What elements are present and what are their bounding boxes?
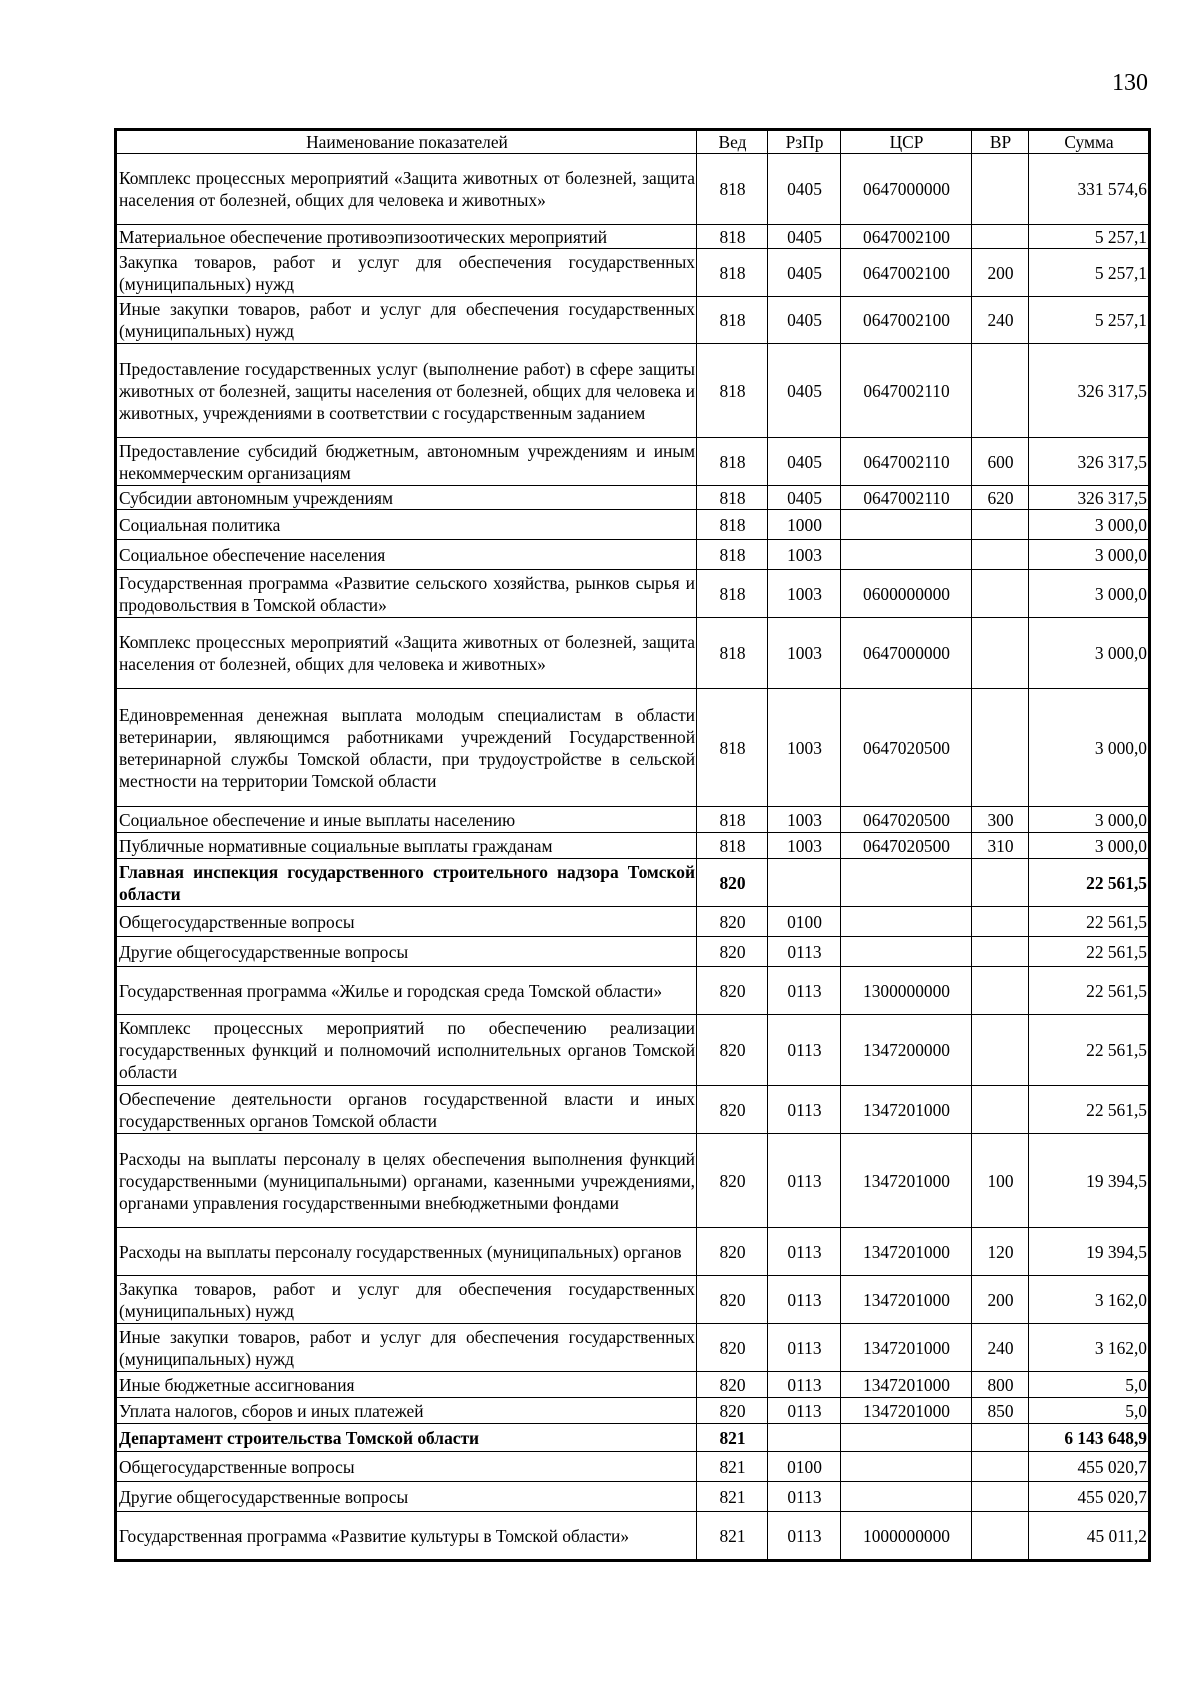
cell-name: Социальное обеспечение населения [117,540,697,570]
table-row [117,1398,1149,1424]
cell-sum: 3 162,0 [1029,1276,1149,1324]
cell-vr: 310 [972,833,1029,859]
table-row [117,1134,1149,1228]
cell-csr: 0647020500 [841,807,972,833]
cell-rzpr: 0113 [768,1015,841,1086]
cell-name: Материальное обеспечение противоэпизоотических мероприятий [117,225,697,249]
cell-name: Субсидии автономным учреждениям [117,486,697,510]
cell-vr [972,510,1029,540]
cell-rzpr: 0113 [768,1276,841,1324]
cell-csr: 0647020500 [841,689,972,807]
header-rzpr: РзПр [768,131,841,154]
cell-csr: 0647002110 [841,438,972,486]
cell-csr: 0647000000 [841,154,972,225]
cell-rzpr: 1003 [768,833,841,859]
cell-name: Комплекс процессных мероприятий «Защита животных от болезней, защита населения от болезней, общих для человека и животных» [117,618,697,689]
cell-vr [972,154,1029,225]
cell-ved: 821 [697,1482,768,1512]
cell-vr: 850 [972,1398,1029,1424]
cell-ved: 821 [697,1424,768,1452]
cell-name: Другие общегосударственные вопросы [117,1482,697,1512]
table-row [117,1512,1149,1560]
cell-ved: 820 [697,907,768,937]
cell-sum: 19 394,5 [1029,1134,1149,1228]
cell-ved: 820 [697,1276,768,1324]
table-row [117,344,1149,438]
cell-vr: 200 [972,249,1029,297]
cell-vr [972,967,1029,1015]
cell-vr [972,540,1029,570]
cell-rzpr [768,1424,841,1452]
cell-ved: 820 [697,859,768,907]
cell-sum: 5,0 [1029,1398,1149,1424]
table-row [117,438,1149,486]
cell-ved: 818 [697,225,768,249]
cell-name: Социальная политика [117,510,697,540]
cell-csr: 0647002100 [841,225,972,249]
cell-vr [972,1424,1029,1452]
cell-sum: 455 020,7 [1029,1482,1149,1512]
cell-rzpr: 0405 [768,225,841,249]
cell-name: Расходы на выплаты персоналу государственных (муниципальных) органов [117,1228,697,1276]
cell-name: Государственная программа «Развитие культуры в Томской области» [117,1512,697,1560]
cell-vr [972,907,1029,937]
cell-vr [972,570,1029,618]
cell-csr [841,907,972,937]
cell-ved: 818 [697,297,768,344]
cell-name: Государственная программа «Развитие сельского хозяйства, рынков сырья и продовольствия в Томской области» [117,570,697,618]
cell-name: Социальное обеспечение и иные выплаты населению [117,807,697,833]
cell-csr: 0647002110 [841,486,972,510]
table-row [117,540,1149,570]
cell-csr: 1347201000 [841,1324,972,1372]
cell-vr: 620 [972,486,1029,510]
cell-name: Иные бюджетные ассигнования [117,1372,697,1398]
cell-ved: 821 [697,1452,768,1482]
table-body [117,154,1149,1560]
cell-csr [841,540,972,570]
cell-ved: 818 [697,249,768,297]
table-row [117,689,1149,807]
table-header-row [117,131,1149,154]
cell-rzpr: 0113 [768,1324,841,1372]
table-row [117,510,1149,540]
cell-csr: 1000000000 [841,1512,972,1560]
cell-vr [972,859,1029,907]
cell-vr: 240 [972,1324,1029,1372]
cell-vr: 200 [972,1276,1029,1324]
cell-ved: 820 [697,937,768,967]
cell-rzpr: 0113 [768,937,841,967]
cell-csr: 1300000000 [841,967,972,1015]
table-row [117,1424,1149,1452]
cell-sum: 5 257,1 [1029,225,1149,249]
cell-sum: 326 317,5 [1029,344,1149,438]
cell-sum: 22 561,5 [1029,967,1149,1015]
cell-ved: 820 [697,1134,768,1228]
cell-csr [841,510,972,540]
cell-csr: 0647020500 [841,833,972,859]
table-row [117,154,1149,225]
table-row [117,1452,1149,1482]
cell-ved: 818 [697,486,768,510]
cell-sum: 5 257,1 [1029,297,1149,344]
cell-csr: 0647000000 [841,618,972,689]
cell-ved: 818 [697,438,768,486]
cell-name: Расходы на выплаты персоналу в целях обеспечения выполнения функций государственными (муниципальными) органами, казенными учреждениями, органами управления государственными внебюджетными фондами [117,1134,697,1228]
cell-name: Иные закупки товаров, работ и услуг для обеспечения государственных (муниципальных) нужд [117,1324,697,1372]
cell-rzpr: 0113 [768,1372,841,1398]
cell-csr: 1347200000 [841,1015,972,1086]
cell-ved: 820 [697,1015,768,1086]
cell-sum: 22 561,5 [1029,1086,1149,1134]
header-csr: ЦСР [841,131,972,154]
cell-rzpr: 0405 [768,154,841,225]
cell-name: Государственная программа «Жилье и городская среда Томской области» [117,967,697,1015]
cell-csr [841,1482,972,1512]
cell-name: Департамент строительства Томской области [117,1424,697,1452]
cell-csr: 0600000000 [841,570,972,618]
cell-csr: 1347201000 [841,1372,972,1398]
table-row [117,833,1149,859]
cell-name: Комплекс процессных мероприятий «Защита животных от болезней, защита населения от болезней, общих для человека и животных» [117,154,697,225]
header-name: Наименование показателей [117,131,697,154]
cell-sum: 22 561,5 [1029,1015,1149,1086]
cell-rzpr: 0113 [768,967,841,1015]
cell-name: Обеспечение деятельности органов государственной власти и иных государственных органов Томской области [117,1086,697,1134]
table-row [117,618,1149,689]
table-row [117,1086,1149,1134]
cell-ved: 818 [697,570,768,618]
table-row [117,859,1149,907]
cell-ved: 820 [697,967,768,1015]
cell-sum: 45 011,2 [1029,1512,1149,1560]
cell-sum: 19 394,5 [1029,1228,1149,1276]
cell-rzpr: 0113 [768,1398,841,1424]
cell-vr [972,1482,1029,1512]
cell-name: Закупка товаров, работ и услуг для обеспечения государственных (муниципальных) нужд [117,1276,697,1324]
cell-name: Общегосударственные вопросы [117,907,697,937]
cell-rzpr: 1003 [768,540,841,570]
cell-sum: 5 257,1 [1029,249,1149,297]
cell-sum: 3 000,0 [1029,510,1149,540]
cell-sum: 22 561,5 [1029,859,1149,907]
cell-sum: 326 317,5 [1029,486,1149,510]
table-row [117,297,1149,344]
cell-rzpr: 1003 [768,689,841,807]
cell-sum: 455 020,7 [1029,1452,1149,1482]
cell-ved: 820 [697,1324,768,1372]
table-row [117,907,1149,937]
table-row [117,1482,1149,1512]
cell-rzpr: 0113 [768,1482,841,1512]
cell-rzpr: 0100 [768,1452,841,1482]
cell-vr [972,689,1029,807]
cell-sum: 3 162,0 [1029,1324,1149,1372]
table-row [117,486,1149,510]
cell-vr: 100 [972,1134,1029,1228]
cell-sum: 326 317,5 [1029,438,1149,486]
cell-sum: 22 561,5 [1029,907,1149,937]
table-row [117,1324,1149,1372]
table-row [117,1276,1149,1324]
cell-name: Другие общегосударственные вопросы [117,937,697,967]
cell-name: Публичные нормативные социальные выплаты гражданам [117,833,697,859]
cell-sum: 22 561,5 [1029,937,1149,967]
budget-table [116,130,1149,1560]
cell-rzpr: 0405 [768,297,841,344]
cell-vr [972,618,1029,689]
cell-rzpr: 0405 [768,438,841,486]
cell-vr: 240 [972,297,1029,344]
cell-vr [972,344,1029,438]
cell-csr [841,1452,972,1482]
table-row [117,570,1149,618]
cell-name: Иные закупки товаров, работ и услуг для обеспечения государственных (муниципальных) нужд [117,297,697,344]
cell-ved: 818 [697,154,768,225]
cell-rzpr: 1000 [768,510,841,540]
cell-name: Общегосударственные вопросы [117,1452,697,1482]
header-sum: Сумма [1029,131,1149,154]
cell-rzpr [768,859,841,907]
cell-csr: 1347201000 [841,1228,972,1276]
cell-sum: 3 000,0 [1029,570,1149,618]
cell-ved: 820 [697,1228,768,1276]
cell-csr: 0647002100 [841,249,972,297]
cell-sum: 3 000,0 [1029,807,1149,833]
page-number: 130 [1112,70,1148,96]
cell-sum: 3 000,0 [1029,833,1149,859]
cell-ved: 821 [697,1512,768,1560]
cell-csr [841,937,972,967]
cell-name: Единовременная денежная выплата молодым специалистам в области ветеринарии, являющимся работниками учреждений Государственной ветеринарной службы Томской области, при трудоустройстве в сельской местности на территории Томской области [117,689,697,807]
cell-vr [972,937,1029,967]
header-vr: ВР [972,131,1029,154]
header-ved: Вед [697,131,768,154]
table-row [117,1372,1149,1398]
cell-rzpr: 0405 [768,249,841,297]
cell-ved: 820 [697,1372,768,1398]
table-row [117,225,1149,249]
cell-rzpr: 0113 [768,1086,841,1134]
cell-ved: 818 [697,807,768,833]
cell-vr: 120 [972,1228,1029,1276]
cell-csr [841,859,972,907]
cell-name: Главная инспекция государственного строительного надзора Томской области [117,859,697,907]
cell-ved: 818 [697,540,768,570]
cell-csr: 1347201000 [841,1134,972,1228]
cell-rzpr: 0100 [768,907,841,937]
cell-name: Предоставление государственных услуг (выполнение работ) в сфере защиты животных от болезней, защиты населения от болезней, общих для человека и животных, учреждениями в соответствии с государственным заданием [117,344,697,438]
cell-csr: 1347201000 [841,1276,972,1324]
cell-name: Предоставление субсидий бюджетным, автономным учреждениям и иным некоммерческим организациям [117,438,697,486]
cell-ved: 818 [697,833,768,859]
cell-sum: 3 000,0 [1029,540,1149,570]
cell-csr [841,1424,972,1452]
cell-rzpr: 1003 [768,570,841,618]
cell-sum: 3 000,0 [1029,689,1149,807]
cell-csr: 1347201000 [841,1086,972,1134]
cell-rzpr: 0405 [768,344,841,438]
cell-name: Комплекс процессных мероприятий по обеспечению реализации государственных функций и полномочий исполнительных органов Томской области [117,1015,697,1086]
cell-rzpr: 0113 [768,1512,841,1560]
cell-csr: 1347201000 [841,1398,972,1424]
cell-sum: 6 143 648,9 [1029,1424,1149,1452]
cell-vr: 600 [972,438,1029,486]
cell-vr [972,1512,1029,1560]
cell-vr: 300 [972,807,1029,833]
table-row [117,1015,1149,1086]
cell-ved: 818 [697,344,768,438]
cell-vr [972,1086,1029,1134]
cell-rzpr: 1003 [768,618,841,689]
table-row [117,807,1149,833]
cell-csr: 0647002110 [841,344,972,438]
table-row [117,967,1149,1015]
cell-ved: 818 [697,689,768,807]
cell-sum: 3 000,0 [1029,618,1149,689]
table-row [117,937,1149,967]
cell-rzpr: 0405 [768,486,841,510]
cell-rzpr: 0113 [768,1134,841,1228]
cell-name: Уплата налогов, сборов и иных платежей [117,1398,697,1424]
table-row [117,1228,1149,1276]
cell-sum: 331 574,6 [1029,154,1149,225]
cell-ved: 818 [697,618,768,689]
cell-rzpr: 1003 [768,807,841,833]
cell-vr [972,225,1029,249]
cell-csr: 0647002100 [841,297,972,344]
cell-rzpr: 0113 [768,1228,841,1276]
cell-vr [972,1452,1029,1482]
cell-ved: 820 [697,1398,768,1424]
cell-sum: 5,0 [1029,1372,1149,1398]
cell-vr: 800 [972,1372,1029,1398]
cell-name: Закупка товаров, работ и услуг для обеспечения государственных (муниципальных) нужд [117,249,697,297]
cell-ved: 818 [697,510,768,540]
cell-vr [972,1015,1029,1086]
cell-ved: 820 [697,1086,768,1134]
table-row [117,249,1149,297]
